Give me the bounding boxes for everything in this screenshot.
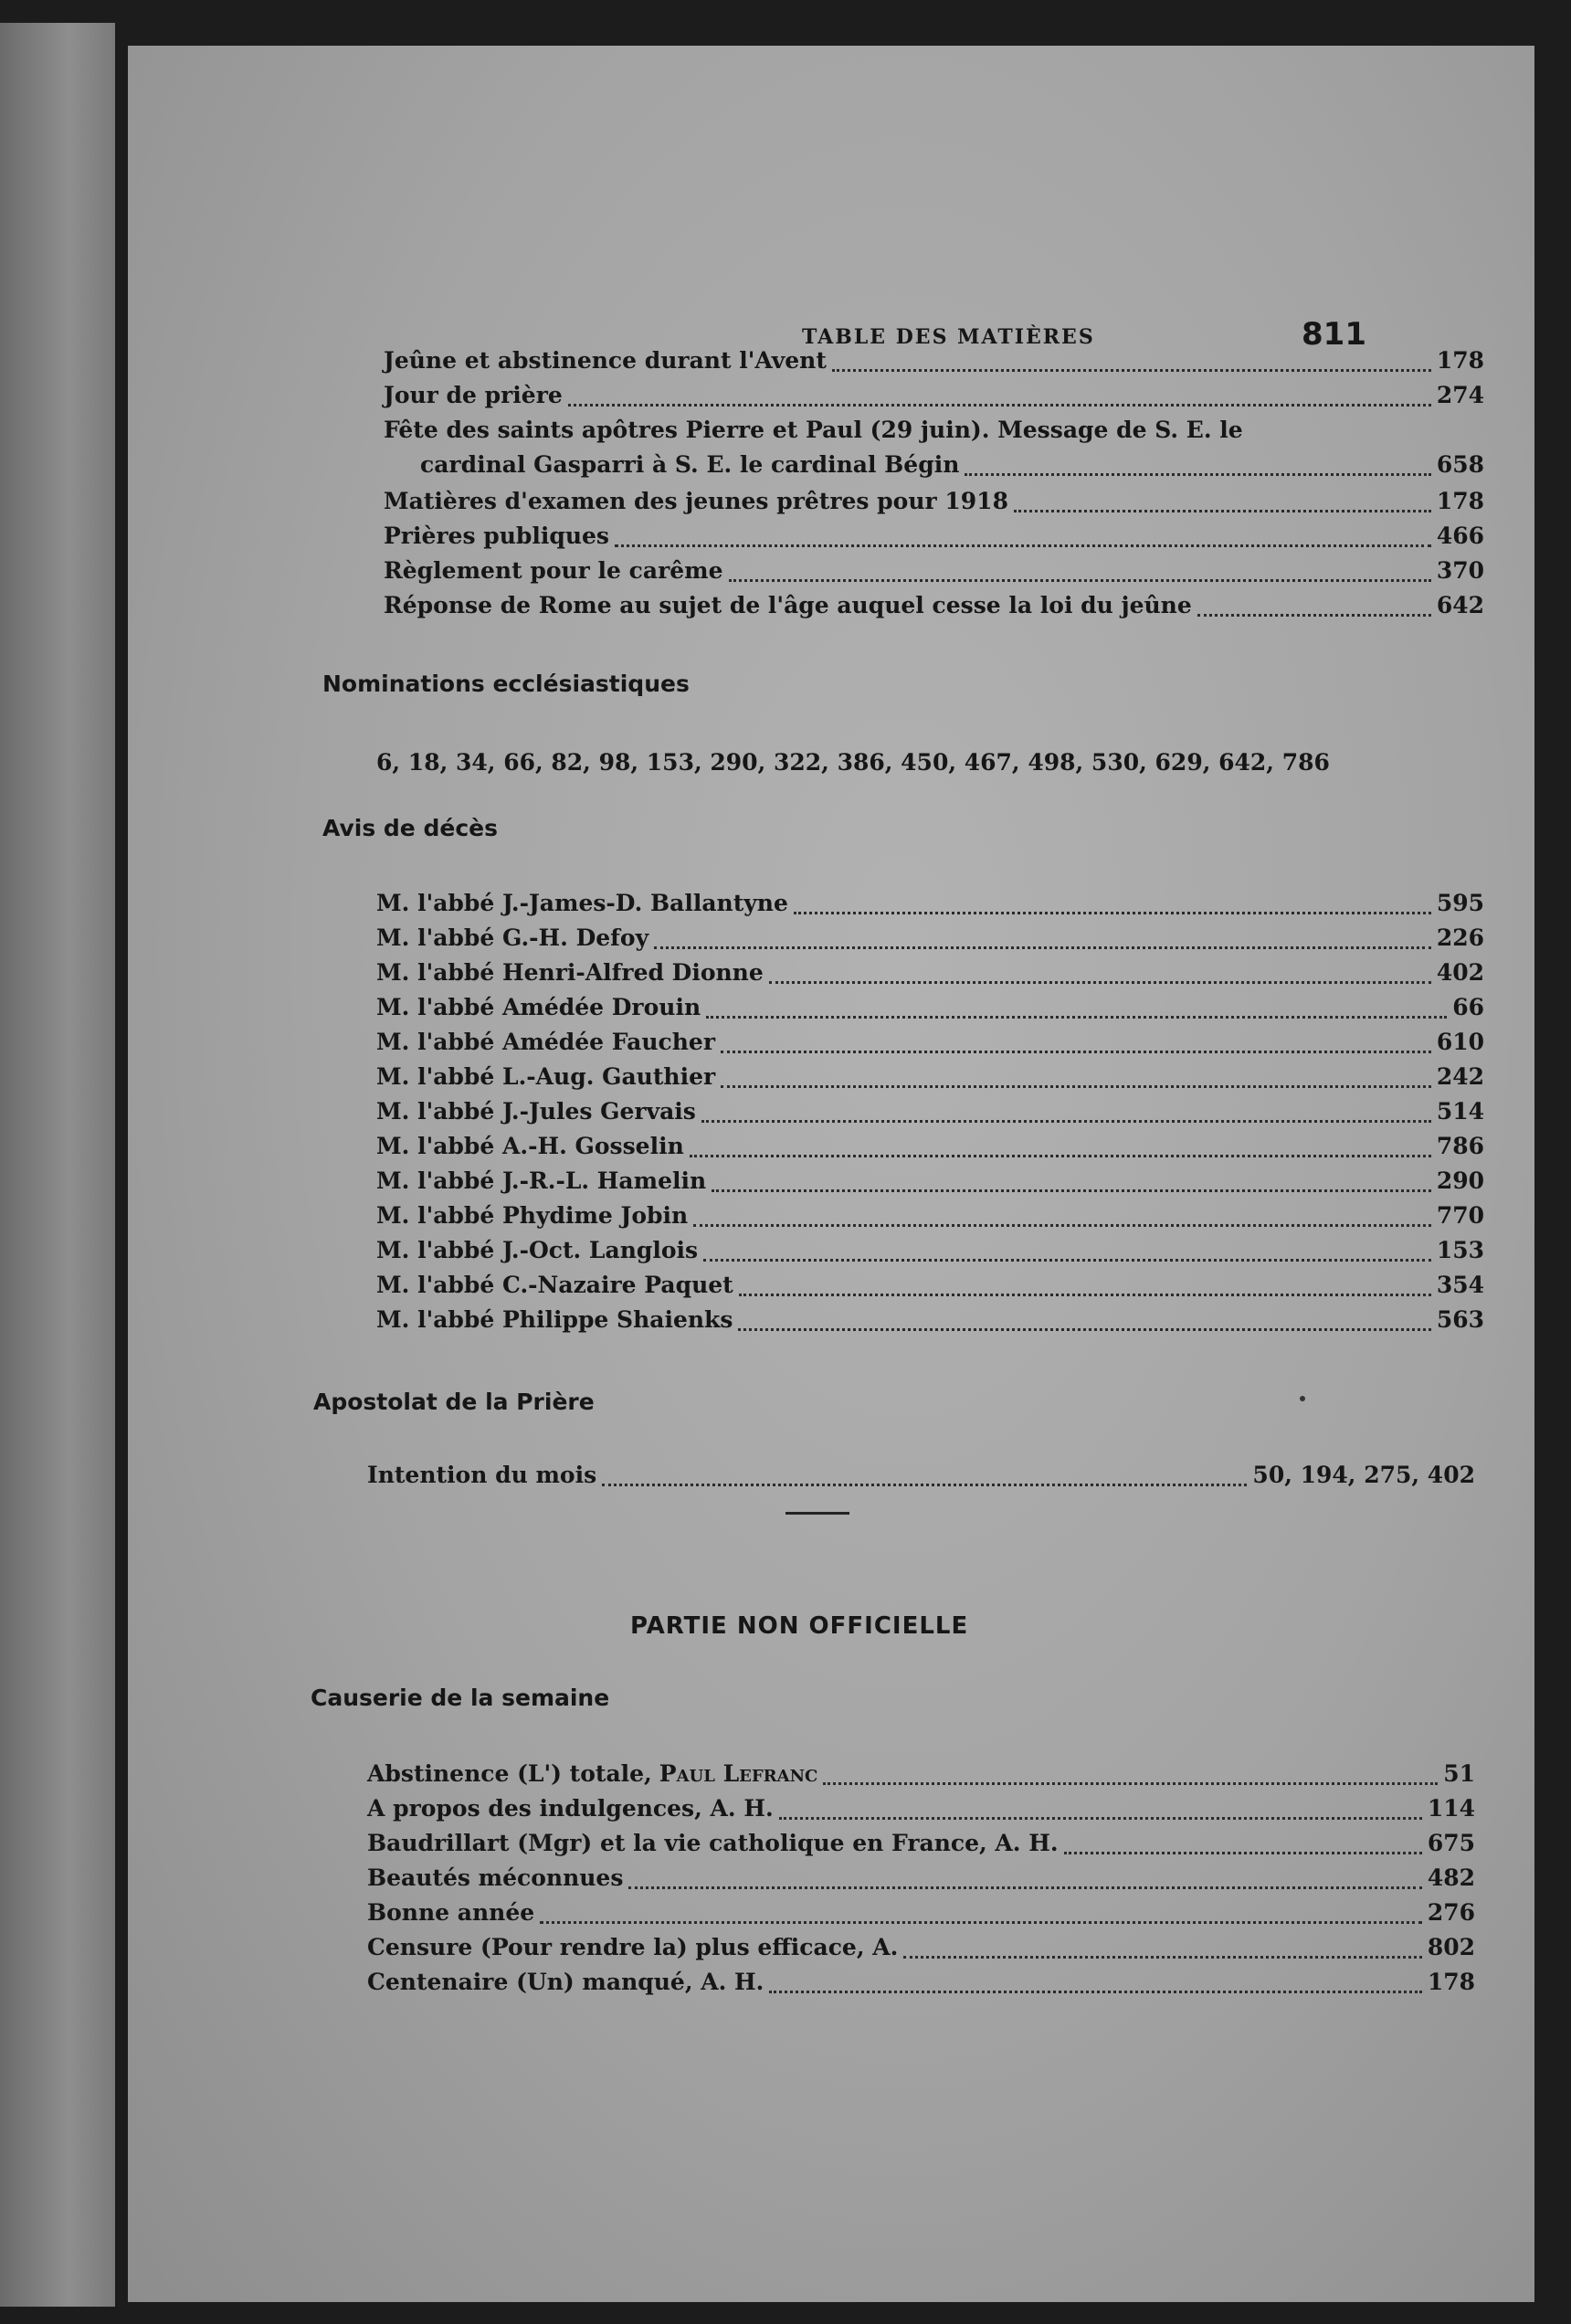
page-number: 811 (1302, 316, 1366, 353)
dot-leader (1014, 510, 1431, 512)
toc-entry-page: 290 (1436, 1167, 1484, 1194)
toc-entry-label: A propos des indulgences, A. H. (367, 1795, 774, 1822)
dot-leader (701, 1120, 1431, 1123)
toc-entry-page: 786 (1436, 1133, 1484, 1159)
toc-entry (376, 1237, 1484, 1272)
toc-entry-page: 153 (1436, 1237, 1484, 1263)
toc-entry-page: 802 (1427, 1934, 1475, 1960)
dot-leader (712, 1189, 1431, 1192)
toc-entry (384, 592, 1484, 627)
toc-entry-label: M. l'abbé A.-H. Gosselin (376, 1133, 684, 1159)
toc-entry-first-line: Fête des saints apôtres Pierre et Paul (29 juin). Message de S. E. le (384, 417, 1243, 443)
toc-entry-author: Paul Lefranc (659, 1760, 818, 1787)
toc-entry (376, 994, 1484, 1029)
dot-leader (540, 1921, 1422, 1924)
toc-entry (376, 1029, 1484, 1063)
toc-entry-label: M. l'abbé J.-James-D. Ballantyne (376, 890, 788, 916)
toc-entry (367, 1934, 1475, 1969)
toc-entry (376, 959, 1484, 994)
toc-entry-page: 66 (1452, 994, 1484, 1020)
toc-entry (367, 1969, 1475, 2003)
toc-entry-label: Centenaire (Un) manqué, A. H. (367, 1969, 764, 1995)
toc-entry (376, 1063, 1484, 1098)
toc-entry-page: 675 (1427, 1830, 1475, 1856)
toc-entry-label: M. l'abbé Phydime Jobin (376, 1202, 689, 1229)
dot-leader (721, 1085, 1431, 1088)
dot-leader (769, 1991, 1421, 1993)
section-heading-apostolat: Apostolat de la Prière (313, 1389, 595, 1415)
toc-entry (384, 557, 1484, 592)
toc-entry (376, 1133, 1484, 1167)
toc-entry (367, 1864, 1475, 1899)
nominations-page-list: 6, 18, 34, 66, 82, 98, 153, 290, 322, 386, 450, 467, 498, 530, 629, 642, 786 (376, 749, 1330, 776)
dot-leader (693, 1224, 1431, 1227)
table-of-contents (128, 46, 1534, 2302)
print-speck (1300, 1396, 1305, 1401)
toc-entry-page: 274 (1436, 382, 1484, 408)
toc-entry (376, 1167, 1484, 1202)
toc-entry-label: M. l'abbé J.-R.-L. Hamelin (376, 1167, 707, 1194)
toc-entry (367, 1899, 1475, 1934)
toc-entry-label: Abstinence (L') totale, (367, 1760, 652, 1787)
toc-entry-label: Bonne année (367, 1899, 535, 1926)
toc-entry-label: M. l'abbé C.-Nazaire Paquet (376, 1272, 733, 1298)
section-heading-deces: Avis de décès (322, 815, 498, 841)
dot-leader (1064, 1852, 1422, 1854)
toc-entry (376, 1202, 1484, 1237)
toc-entry-page: 482 (1427, 1864, 1475, 1891)
toc-entry-label: M. l'abbé J.-Jules Gervais (376, 1098, 696, 1125)
toc-entry-label: Prières publiques (384, 523, 609, 549)
toc-entry-label: Réponse de Rome au sujet de l'âge auquel cesse la loi du jeûne (384, 592, 1192, 618)
toc-entry-page: 402 (1436, 959, 1484, 986)
toc-entry (384, 347, 1484, 382)
toc-entry-page: 658 (1436, 451, 1484, 478)
toc-entry-page: 242 (1436, 1063, 1484, 1090)
toc-entry-label: M. l'abbé J.-Oct. Langlois (376, 1237, 699, 1263)
dot-leader (568, 404, 1431, 407)
toc-entry-label: M. l'abbé Philippe Shaienks (376, 1306, 733, 1333)
toc-entry-page: 466 (1436, 523, 1484, 549)
toc-entry (367, 1795, 1475, 1830)
section-heading-nominations: Nominations ecclésiastiques (322, 671, 690, 697)
toc-entry (367, 1830, 1475, 1864)
dot-leader (779, 1817, 1422, 1820)
toc-entry-label: M. l'abbé Amédée Faucher (376, 1029, 715, 1055)
dot-leader (628, 1886, 1421, 1889)
toc-entry-label: Jour de prière (384, 382, 563, 408)
toc-entry-page: 178 (1427, 1969, 1475, 1995)
toc-entry-page: 354 (1436, 1272, 1484, 1298)
toc-entry-page: 276 (1427, 1899, 1475, 1926)
toc-entry-label: M. l'abbé G.-H. Defoy (376, 924, 649, 951)
toc-entry-label: Baudrillart (Mgr) et la vie catholique en France, A. H. (367, 1830, 1059, 1856)
dot-leader (690, 1155, 1431, 1157)
dot-leader (602, 1484, 1247, 1486)
book-page (128, 46, 1534, 2302)
toc-entry-page: 178 (1436, 488, 1484, 514)
toc-entry-page: 226 (1436, 924, 1484, 951)
dot-leader (703, 1259, 1431, 1262)
toc-entry-page: 114 (1427, 1795, 1475, 1822)
toc-entry-label: cardinal Gasparri à S. E. le cardinal Bégin (420, 451, 960, 478)
dot-leader (769, 981, 1431, 984)
toc-entry (384, 382, 1484, 417)
toc-entry-page: 50, 194, 275, 402 (1252, 1462, 1475, 1488)
toc-entry (367, 1462, 1475, 1496)
toc-entry-label: Beautés méconnues (367, 1864, 624, 1891)
dot-leader (794, 912, 1431, 914)
toc-entry-label: M. l'abbé Amédée Drouin (376, 994, 701, 1020)
toc-entry-page: 770 (1436, 1202, 1484, 1229)
toc-entry (376, 1306, 1484, 1341)
toc-entry-label: Censure (Pour rendre la) plus efficace, A. (367, 1934, 899, 1960)
dot-leader (903, 1956, 1421, 1959)
toc-entry (367, 1760, 1475, 1795)
section-heading-causerie: Causerie de la semaine (311, 1685, 610, 1711)
toc-entry-page: 178 (1436, 347, 1484, 374)
dot-leader (615, 544, 1431, 547)
toc-entry-page: 595 (1436, 890, 1484, 916)
toc-entry (384, 523, 1484, 557)
toc-entry-label: Règlement pour le carême (384, 557, 723, 584)
toc-entry-label: Intention du mois (367, 1462, 597, 1488)
dot-leader (965, 473, 1430, 476)
toc-entry-label: Jeûne et abstinence durant l'Avent (384, 347, 827, 374)
dot-leader (729, 579, 1431, 582)
toc-entry-page: 563 (1436, 1306, 1484, 1333)
dot-leader (721, 1051, 1431, 1053)
toc-entry-page: 610 (1436, 1029, 1484, 1055)
section-divider (786, 1512, 849, 1515)
toc-entry-page: 51 (1443, 1760, 1475, 1787)
toc-entry-page: 370 (1436, 557, 1484, 584)
dot-leader (654, 946, 1431, 949)
part-title: PARTIE NON OFFICIELLE (630, 1612, 969, 1640)
dot-leader (823, 1782, 1438, 1785)
running-title: TABLE DES MATIÈRES (802, 325, 1095, 349)
adjacent-page-edge (0, 23, 115, 2307)
toc-entry-label: M. l'abbé L.-Aug. Gauthier (376, 1063, 716, 1090)
toc-entry-label: Matières d'examen des jeunes prêtres pour 1918 (384, 488, 1008, 514)
dot-leader (1197, 614, 1431, 617)
dot-leader (738, 1328, 1430, 1331)
toc-entry-label: M. l'abbé Henri-Alfred Dionne (376, 959, 764, 986)
toc-entry (376, 924, 1484, 959)
toc-entry-page: 514 (1436, 1098, 1484, 1125)
dot-leader (706, 1016, 1447, 1019)
dot-leader (739, 1294, 1431, 1296)
toc-entry (376, 890, 1484, 924)
toc-entry (376, 1098, 1484, 1133)
toc-entry (420, 451, 1484, 486)
toc-entry (384, 488, 1484, 523)
dot-leader (832, 369, 1431, 372)
toc-entry-page: 642 (1436, 592, 1484, 618)
toc-entry (376, 1272, 1484, 1306)
